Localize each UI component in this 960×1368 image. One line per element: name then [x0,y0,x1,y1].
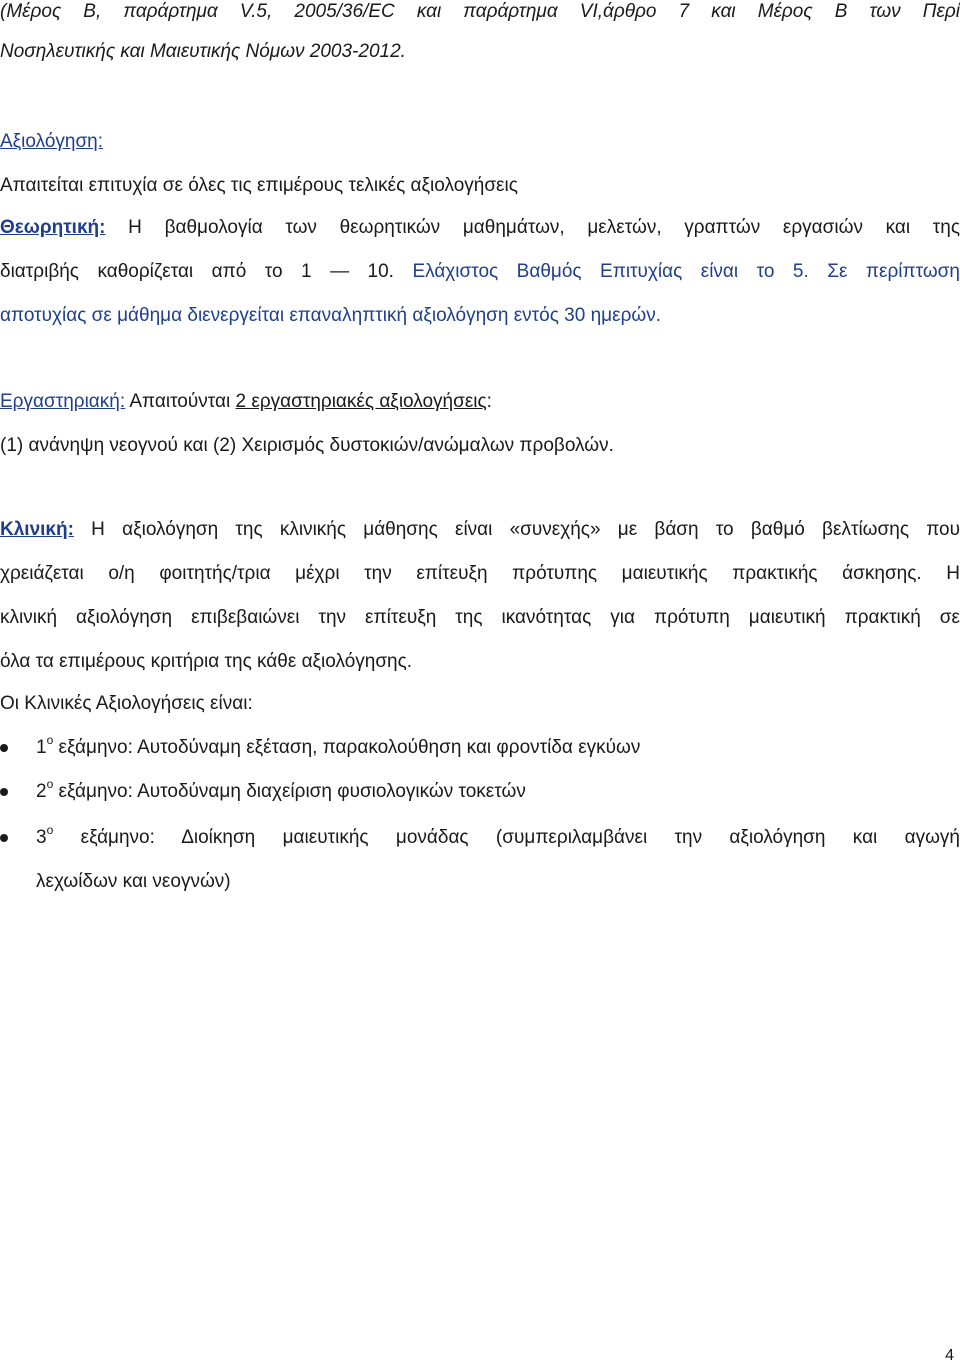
clinical-line-3: κλινική αξιολόγηση επιβεβαιώνει την επίτευξη της ικανότητας για πρότυπη μαιευτική πρακτική σε [0,607,960,628]
lab-label: Εργαστηριακή: [0,391,126,412]
theory-line-3-text: αποτυχίας σε μάθημα διενεργείται επαναληπτική αξιολόγηση εντός 30 ημερών. [0,305,662,326]
theory-dash: — [330,261,350,282]
list-item-text: $2^o$ εξάμηνο: Αυτοδύναμη διαχείριση φυσιολογικών τοκετών [36,777,526,802]
lab-assessment-count: 2 εργαστηριακές αξιολογήσεις [235,391,487,412]
assessment-heading [0,130,960,154]
theory-line-2 [0,260,960,284]
clinical-line-1 [0,518,960,542]
theory-line-1 [0,216,960,240]
bullet-icon [0,744,8,752]
list-item-text: $1^o$ εξάμηνο: Αυτοδύναμη εξέταση, παρακολούθηση και φροντίδα εγκύων [36,733,641,758]
minimum-pass-grade: Ελάχιστος Βαθμός Επιτυχίας είναι το 5. [393,261,809,282]
clinical-line-4: όλα τα επιμέρους κριτήρια της κάθε αξιολόγησης. [0,651,413,672]
clinical-list-intro: Οι Κλινικές Αξιολογήσεις είναι: [0,693,253,714]
assessment-intro: Απαιτείται επιτυχία σε όλες τις επιμέρους τελικές αξιολογήσεις [0,175,518,196]
list-item-text: $3^o$ εξάμηνο: Διοίκηση μαιευτικής μονάδας (συμπεριλαμβάνει την αξιολόγηση και αγωγή [36,823,960,848]
bullet-icon [0,834,8,842]
theory-line-2-a: διατριβής καθορίζεται από το 1 [0,261,331,282]
list-item-text-continued: λεχωίδων και νεογνών) [36,871,231,892]
header-ref-line-1: (Μέρος Β, παράρτημα V.5, 2005/36/ΕC και παράρτημα VI,άρθρο 7 και Μέρος Β των Περί [0,1,960,22]
clinical-label: Κλινική: [0,519,74,540]
page-number: 4 [945,1347,954,1364]
lab-line-2: (1) ανάνηψη νεογνού και (2) Χειρισμός δυστοκιών/ανώμαλων προβολών. [0,435,614,456]
lab-line-1-c: : [486,391,492,412]
theory-line-3 [0,304,960,328]
theory-line-2-d: Σε περίπτωση [808,261,960,282]
theory-line-1-text: Η βαθμολογία των θεωρητικών μαθημάτων, μελετών, γραπτών εργασιών και της [105,217,960,238]
header-ref-line-2: Νοσηλευτικής και Μαιευτικής Νόμων 2003-2012. [0,41,406,62]
clinical-line-2: χρειάζεται ο/η φοιτητής/τρια μέχρι την επίτευξη πρότυπης μαιευτικής πρακτικής άσκησης. Η [0,563,960,584]
lab-line-1 [0,390,960,414]
assessment-heading-text: Αξιολόγηση: [0,131,104,152]
lab-line-1-a: Απαιτούνται [125,391,236,412]
theory-line-2-b: 10. [349,261,394,282]
bullet-icon [0,788,8,796]
theory-label: Θεωρητική: [0,217,106,238]
clinical-line-1-text: Η αξιολόγηση της κλινικής μάθησης είναι «συνεχής» με βάση το βαθμό βελτίωσης που [73,519,960,540]
